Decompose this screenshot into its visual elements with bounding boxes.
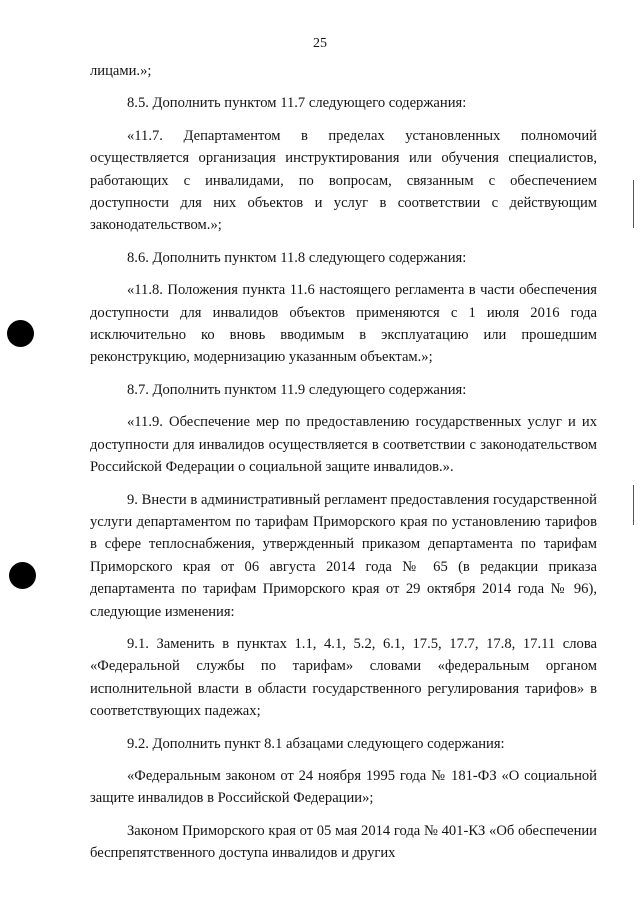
paragraph-8-6: 8.6. Дополнить пунктом 11.8 следующего содержания: — [127, 249, 467, 266]
scan-edge-mark — [633, 485, 634, 525]
document-body — [90, 60, 597, 865]
page-number: 25 — [313, 36, 327, 51]
paragraph-9: 9. Внести в административный регламент предоставления государственной услуги департаментом по тарифам Приморского края по установлению тарифов в сфере теплоснабжения, утвержденный приказом департамента по тарифам Приморского края от 06 августа 2014 года № 65 (в редакции приказа департамента по тарифам Приморского края от 29 октября 2014 года № 96), следующие изменения: — [90, 491, 597, 620]
paragraph-8-7: 8.7. Дополнить пунктом 11.9 следующего содержания: — [127, 381, 467, 398]
scan-edge-mark — [633, 180, 634, 228]
paragraph-9-2: 9.2. Дополнить пункт 8.1 абзацами следующего содержания: — [127, 735, 505, 752]
punch-hole — [9, 562, 36, 589]
paragraph-8-5: 8.5. Дополнить пунктом 11.7 следующего содержания: — [127, 95, 467, 112]
paragraph-quote-11-8: «11.8. Положения пункта 11.6 настоящего регламента в части обеспечения доступности для инвалидов объектов применяются с 1 июля 2016 года исключительно ко вновь вводимым в эксплуатацию или прошедшим реконструкцию, модернизацию указанным объектам.»; — [90, 282, 597, 366]
paragraph-quote-federal-law: «Федеральным законом от 24 ноября 1995 года № 181-ФЗ «О социальной защите инвалидов в Российской Федерации»; — [90, 767, 597, 807]
paragraph-regional-law: Законом Приморского края от 05 мая 2014 года № 401-КЗ «Об обеспечении беспрепятственного доступа инвалидов и других — [90, 822, 597, 862]
paragraph-quote-11-7: «11.7. Департаментом в пределах установленных полномочий осуществляется организация инструктирования или обучения специалистов, работающих с инвалидами, по вопросам, связанным с обеспечением доступности для них объектов и услуг в соответствии с действующим законодательством.»; — [90, 127, 597, 234]
paragraph-9-1: 9.1. Заменить в пунктах 1.1, 4.1, 5.2, 6.1, 17.5, 17.7, 17.8, 17.11 слова «Федеральной службы по тарифам» словами «федеральным органом исполнительной власти в области государственного регулирования тарифов» в соответствующих падежах; — [90, 635, 597, 720]
punch-hole — [7, 320, 34, 347]
paragraph-quote-11-9: «11.9. Обеспечение мер по предоставлению государственных услуг и их доступности для инвалидов осуществляется в соответствии с законодательством Российской Федерации о социальной защите инвалидов.». — [90, 414, 597, 476]
paragraph-continuation: лицами.»; — [90, 63, 152, 79]
